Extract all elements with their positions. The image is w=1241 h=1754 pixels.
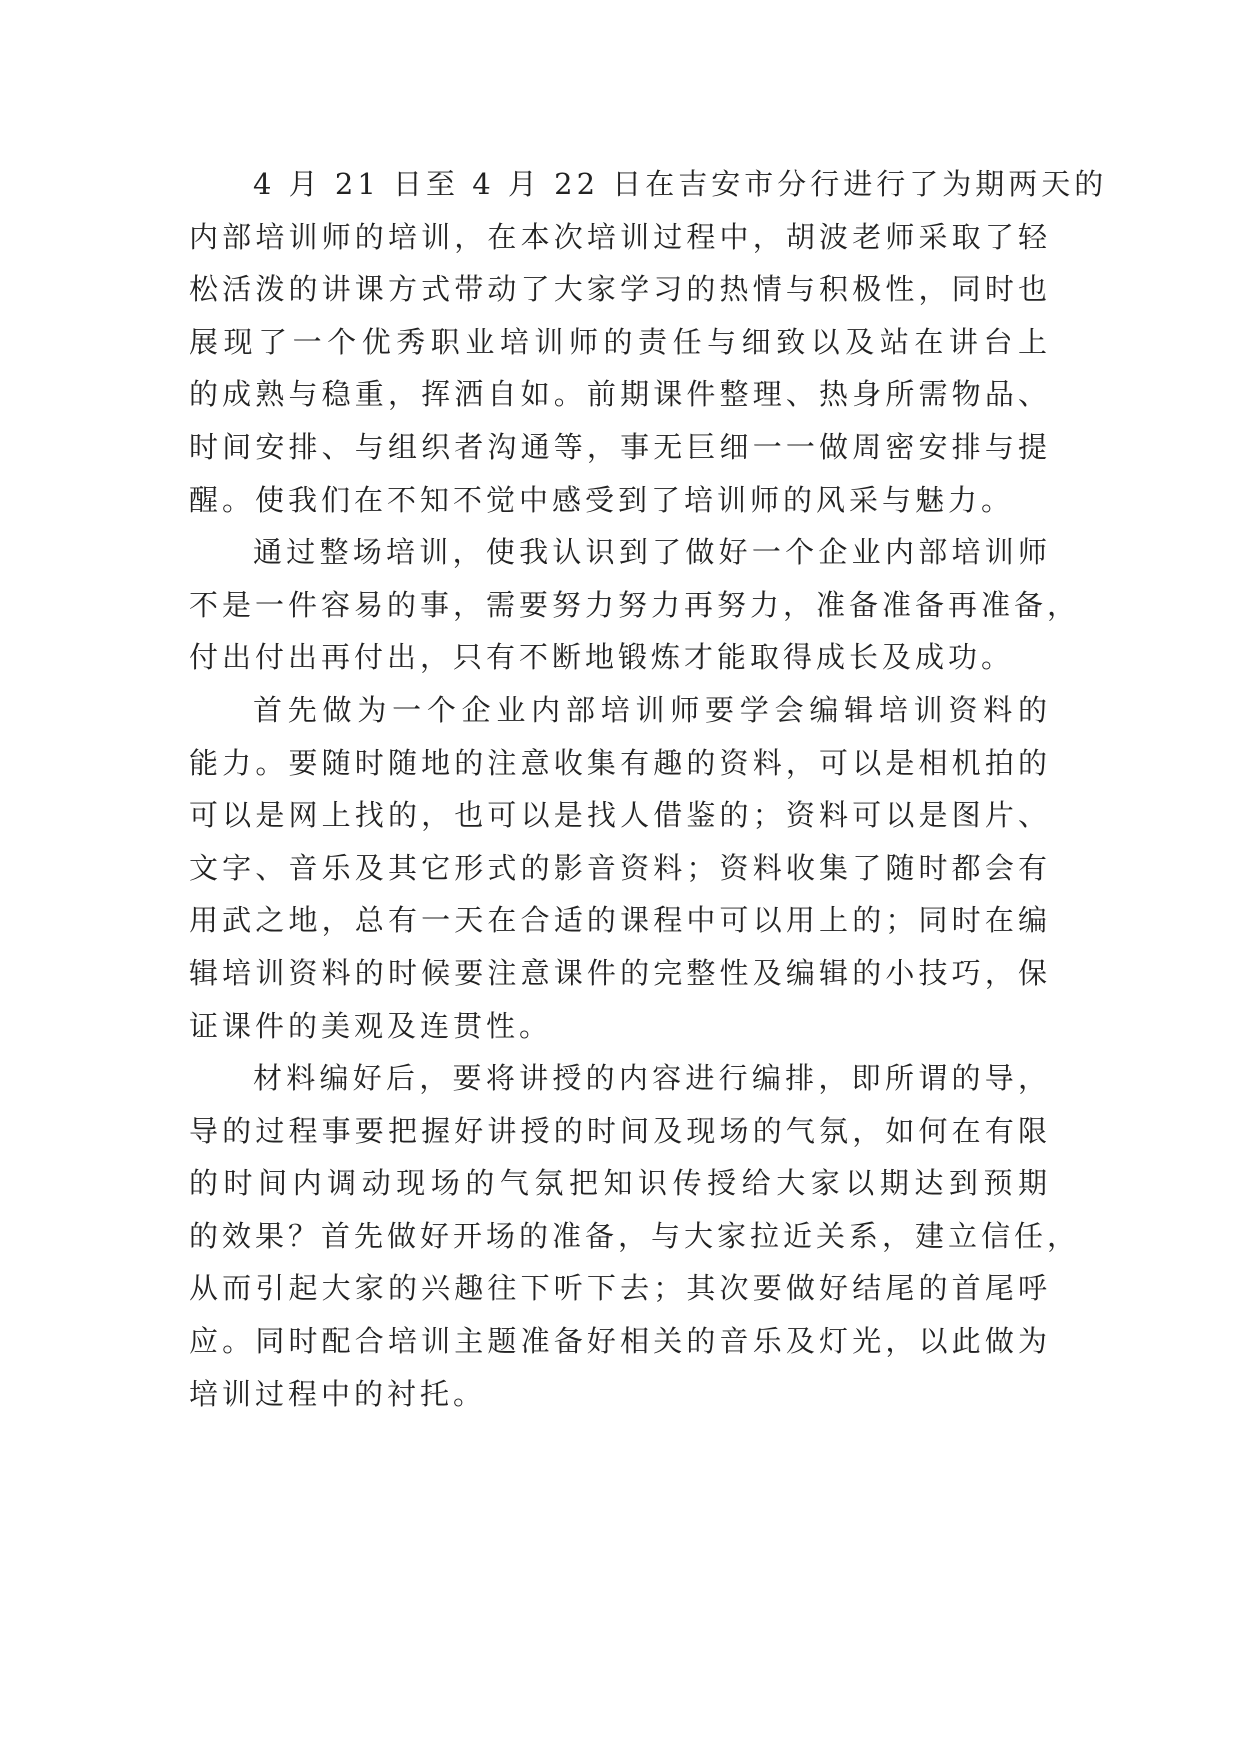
text-line: 文字、音乐及其它形式的影音资料；资料收集了随时都会有 bbox=[189, 850, 1051, 885]
paragraph-4 bbox=[189, 1052, 1081, 1420]
text-line: 首先做为一个企业内部培训师要学会编辑培训资料的 bbox=[253, 692, 1051, 727]
paragraph-2 bbox=[189, 526, 1081, 684]
text-line: 醒。使我们在不知不觉中感受到了培训师的风采与魅力。 bbox=[189, 482, 1015, 517]
text-line: 培训过程中的衬托。 bbox=[189, 1376, 487, 1411]
text-line: 展现了一个优秀职业培训师的责任与细致以及站在讲台上 bbox=[189, 324, 1051, 359]
text-line: 的效果？首先做好开场的准备，与大家拉近关系，建立信任， bbox=[189, 1218, 1081, 1253]
text-line: 证课件的美观及连贯性。 bbox=[189, 1008, 553, 1043]
text-line: 可以是网上找的，也可以是找人借鉴的；资料可以是图片、 bbox=[189, 798, 1051, 833]
text-line: 辑培训资料的时候要注意课件的完整性及编辑的小技巧，保 bbox=[189, 955, 1051, 990]
text-line: 导的过程事要把握好讲授的时间及现场的气氛，如何在有限 bbox=[189, 1113, 1051, 1148]
text-line: 时间安排、与组织者沟通等，事无巨细一一做周密安排与提 bbox=[189, 429, 1051, 464]
text-line: 从而引起大家的兴趣往下听下去；其次要做好结尾的首尾呼 bbox=[189, 1271, 1051, 1306]
text-line: 的时间内调动现场的气氛把知识传授给大家以期达到预期 bbox=[189, 1166, 1051, 1201]
text-line: 4 月 21 日至 4 月 22 日在吉安市分行进行了为期两天的 bbox=[253, 167, 1108, 201]
text-line: 不是一件容易的事，需要努力努力再努力，准备准备再准备， bbox=[189, 587, 1081, 622]
text-line: 能力。要随时随地的注意收集有趣的资料，可以是相机拍的 bbox=[189, 745, 1051, 780]
text-line: 通过整场培训，使我认识到了做好一个企业内部培训师 bbox=[253, 535, 1051, 570]
paragraph-3 bbox=[189, 684, 1051, 1052]
text-line: 用武之地，总有一天在合适的课程中可以用上的；同时在编 bbox=[189, 903, 1051, 938]
document-body bbox=[189, 158, 1108, 1420]
text-line: 的成熟与稳重，挥洒自如。前期课件整理、热身所需物品、 bbox=[189, 377, 1051, 412]
text-line: 材料编好后，要将讲授的内容进行编排，即所谓的导， bbox=[253, 1061, 1051, 1096]
text-line: 松活泼的讲课方式带动了大家学习的热情与积极性，同时也 bbox=[189, 272, 1051, 307]
text-line: 内部培训师的培训，在本次培训过程中，胡波老师采取了轻 bbox=[189, 219, 1051, 254]
paragraph-1 bbox=[189, 158, 1108, 526]
text-line: 付出付出再付出，只有不断地锻炼才能取得成长及成功。 bbox=[189, 640, 1015, 675]
text-line: 应。同时配合培训主题准备好相关的音乐及灯光，以此做为 bbox=[189, 1324, 1051, 1359]
